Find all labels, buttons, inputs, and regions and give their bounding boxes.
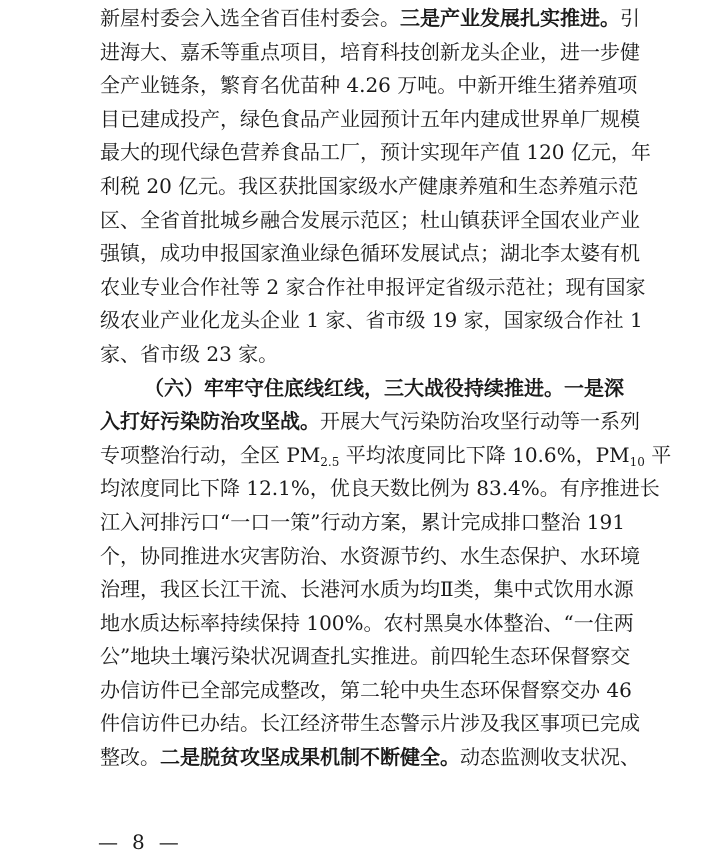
body-text-span: 最大的现代绿色营养食品工厂，预计实现年产值 120 亿元，年: [100, 140, 651, 165]
paragraph1-line: [100, 69, 638, 103]
paragraph2-line: [100, 607, 634, 641]
body-text-span: 2.5: [320, 454, 340, 469]
body-text-span: 办信访件已全部完成整改，第二轮中央生态环保督察交办 46: [100, 677, 632, 702]
paragraph1-line: [100, 304, 643, 338]
paragraph2-line: [100, 674, 632, 708]
body-text-span: 区、全省首批城乡融合发展示范区；杜山镇获评全国农业产业: [100, 207, 640, 232]
paragraph1-line: [100, 170, 639, 204]
body-text-span: 个，协同推进水灾害防治、水资源节约、水生态保护、水环境: [100, 543, 640, 568]
paragraph1-line: [100, 136, 651, 170]
paragraph1-line: [100, 237, 640, 271]
body-text-span: 均浓度同比下降 12.1%，优良天数比例为 83.4%。有序推进长: [100, 476, 660, 501]
body-text-span: 强镇，成功申报国家渔业绿色循环发展试点；湖北李太婆有机: [100, 241, 640, 266]
bold-heading-text: （六）牢牢守住底线红线，三大战役持续推进。一是深: [144, 375, 624, 400]
bold-heading-text: 二是脱贫攻坚成果机制不断健全。: [160, 745, 460, 770]
body-text-span: 开展大气污染防治攻坚行动等一系列: [320, 409, 640, 434]
paragraph2-line: [100, 405, 640, 439]
body-text-span: 公”地块土壤污染状况调查扎实推进。前四轮生态环保督察交: [100, 644, 631, 669]
body-text-span: 10: [629, 454, 645, 469]
footer-dash-left: —: [98, 830, 118, 854]
paragraph1-line: [100, 271, 646, 305]
footer-dash-right: —: [158, 830, 179, 854]
body-text-span: 平均浓度同比下降 10.6%，PM: [339, 442, 630, 467]
body-text-span: 地水质达标率持续保持 100%。农村黑臭水体整治、“一住两: [100, 610, 634, 635]
page-footer: [98, 828, 179, 856]
paragraph2-line: [100, 741, 640, 775]
body-text-span: 件信访件已办结。长江经济带生态警示片涉及我区事项已完成: [100, 711, 640, 736]
body-text-span: 江入河排污口“一口一策”行动方案，累计完成排口整治 191: [100, 509, 625, 534]
body-text-span: 动态监测收支状况、: [460, 745, 640, 770]
paragraph2-line: [100, 439, 672, 473]
paragraph1-line: [100, 36, 640, 70]
paragraph2-line: [100, 372, 624, 406]
paragraph2-line: [100, 472, 660, 506]
body-text-span: 农业专业合作社等 2 家合作社申报评定省级示范社；现有国家: [100, 274, 646, 299]
bold-heading-text: 三是产业发展扎实推进。: [400, 6, 620, 30]
body-text-span: 专项整治行动，全区 PM: [100, 442, 321, 467]
body-text-span: 全产业链条，繁育名优苗种 4.26 万吨。中新开维生猪养殖项: [100, 73, 638, 98]
paragraph2-line: [100, 573, 634, 607]
paragraph2-line: [100, 506, 625, 540]
paragraph1-line: [100, 338, 621, 372]
body-text-span: 引: [620, 6, 640, 30]
body-text-span: 平: [644, 442, 672, 467]
body-text-span: 治理，我区长江干流、长港河水质为均Ⅱ类，集中式饮用水源: [100, 577, 634, 602]
body-text-span: 整改。: [100, 745, 160, 770]
body-text: [100, 2, 672, 775]
body-text-span: 级农业产业化龙头企业 1 家、省市级 19 家，国家级合作社 1: [100, 308, 643, 333]
paragraph1-line: [100, 2, 640, 36]
paragraph2-line: [100, 640, 631, 674]
paragraph1-line: [100, 204, 640, 238]
body-text-span: 进海大、嘉禾等重点项目，培育科技创新龙头企业，进一步健: [100, 39, 640, 64]
paragraph1-line: [100, 103, 640, 137]
paragraph2-line: [100, 707, 640, 741]
paragraph2-line: [100, 540, 640, 574]
bold-heading-text: 入打好污染防治攻坚战。: [100, 409, 320, 434]
page-number: 8: [132, 830, 145, 854]
body-text-span: 家、省市级 23 家。: [100, 341, 279, 366]
body-text-span: 利税 20 亿元。我区获批国家级水产健康养殖和生态养殖示范: [100, 173, 639, 198]
body-text-span: 新屋村委会入选全省百佳村委会。: [100, 6, 400, 30]
body-text-span: 目已建成投产，绿色食品产业园预计五年内建成世界单厂规模: [100, 106, 640, 131]
